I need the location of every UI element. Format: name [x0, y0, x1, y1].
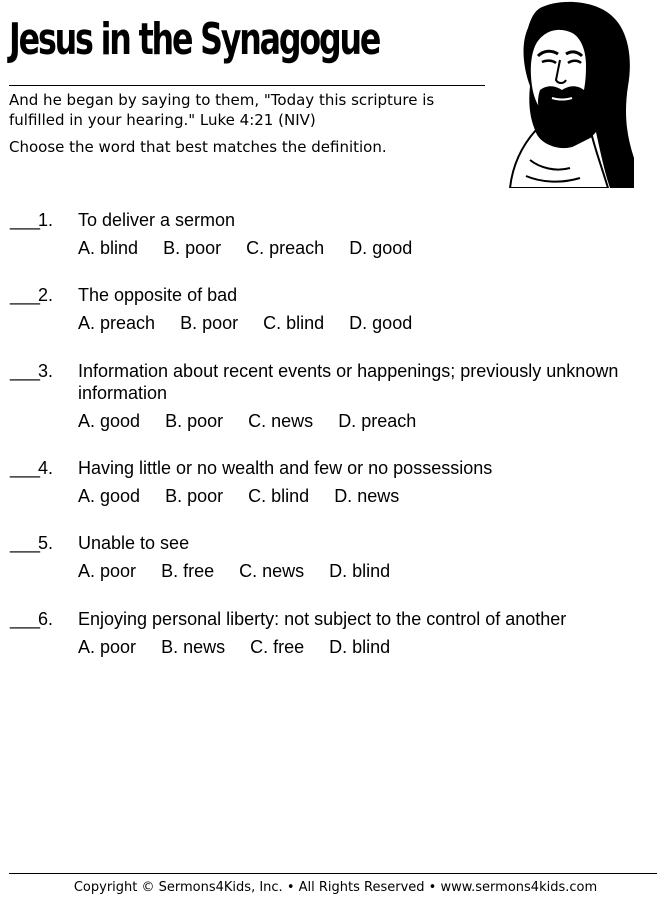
option-a: A. good: [78, 411, 141, 431]
question-definition: Enjoying personal liberty: not subject to the control of another: [78, 609, 567, 629]
option-d: D. blind: [329, 561, 391, 581]
answer-options: [78, 237, 432, 259]
option-b: B. news: [161, 637, 226, 657]
option-c: C. blind: [248, 486, 310, 506]
answer-blank[interactable]: ___: [10, 609, 41, 629]
instructions: Choose the word that best matches the definition.: [9, 138, 387, 156]
question-number: 4.: [38, 458, 54, 478]
option-d: D. good: [349, 238, 413, 258]
title-divider: [9, 85, 485, 86]
option-d: D. news: [334, 486, 400, 506]
footer-divider: [9, 873, 657, 874]
answer-options: [78, 636, 410, 658]
option-d: D. good: [349, 313, 413, 333]
option-c: C. free: [250, 637, 305, 657]
option-c: C. news: [239, 561, 305, 581]
answer-options: [78, 485, 419, 507]
option-a: A. poor: [78, 561, 137, 581]
copyright-footer: Copyright © Sermons4Kids, Inc. • All Rights Reserved • www.sermons4kids.com: [73, 880, 598, 895]
option-b: B. poor: [165, 411, 224, 431]
question-number: 3.: [38, 361, 54, 381]
option-b: B. poor: [163, 238, 222, 258]
question-number: 5.: [38, 533, 54, 553]
option-b: B. free: [161, 561, 215, 581]
question-definition: To deliver a sermon: [78, 210, 236, 230]
option-c: C. preach: [246, 238, 325, 258]
option-b: B. poor: [180, 313, 239, 333]
option-a: A. preach: [78, 313, 156, 333]
option-c: C. blind: [263, 313, 325, 333]
answer-blank[interactable]: ___: [10, 458, 41, 478]
option-d: D. blind: [329, 637, 391, 657]
question-definition: Unable to see: [78, 533, 190, 553]
question-definition: The opposite of bad: [78, 285, 238, 305]
option-c: C. news: [248, 411, 314, 431]
option-b: B. poor: [165, 486, 224, 506]
option-a: A. good: [78, 486, 141, 506]
answer-options: [78, 560, 410, 582]
option-a: A. poor: [78, 637, 137, 657]
page-title: Jesus in the Synagogue: [9, 14, 380, 65]
question-number: 6.: [38, 609, 54, 629]
answer-blank[interactable]: ___: [10, 210, 41, 230]
question-number: 2.: [38, 285, 54, 305]
answer-options: [78, 410, 436, 432]
answer-blank[interactable]: ___: [10, 285, 41, 305]
answer-blank[interactable]: ___: [10, 361, 41, 381]
option-a: A. blind: [78, 238, 139, 258]
answer-options: [78, 312, 432, 334]
answer-blank[interactable]: ___: [10, 533, 41, 553]
question-definition: Having little or no wealth and few or no possessions: [78, 458, 493, 478]
scripture-quote: And he began by saying to them, "Today this scripture is fulfilled in your hearing." Luke 4:21 (NIV): [9, 91, 435, 129]
question-definition: Information about recent events or happenings; previously unknown information: [78, 361, 619, 403]
question-number: 1.: [38, 210, 54, 230]
jesus-portrait-illustration: [500, 0, 635, 188]
option-d: D. preach: [338, 411, 417, 431]
